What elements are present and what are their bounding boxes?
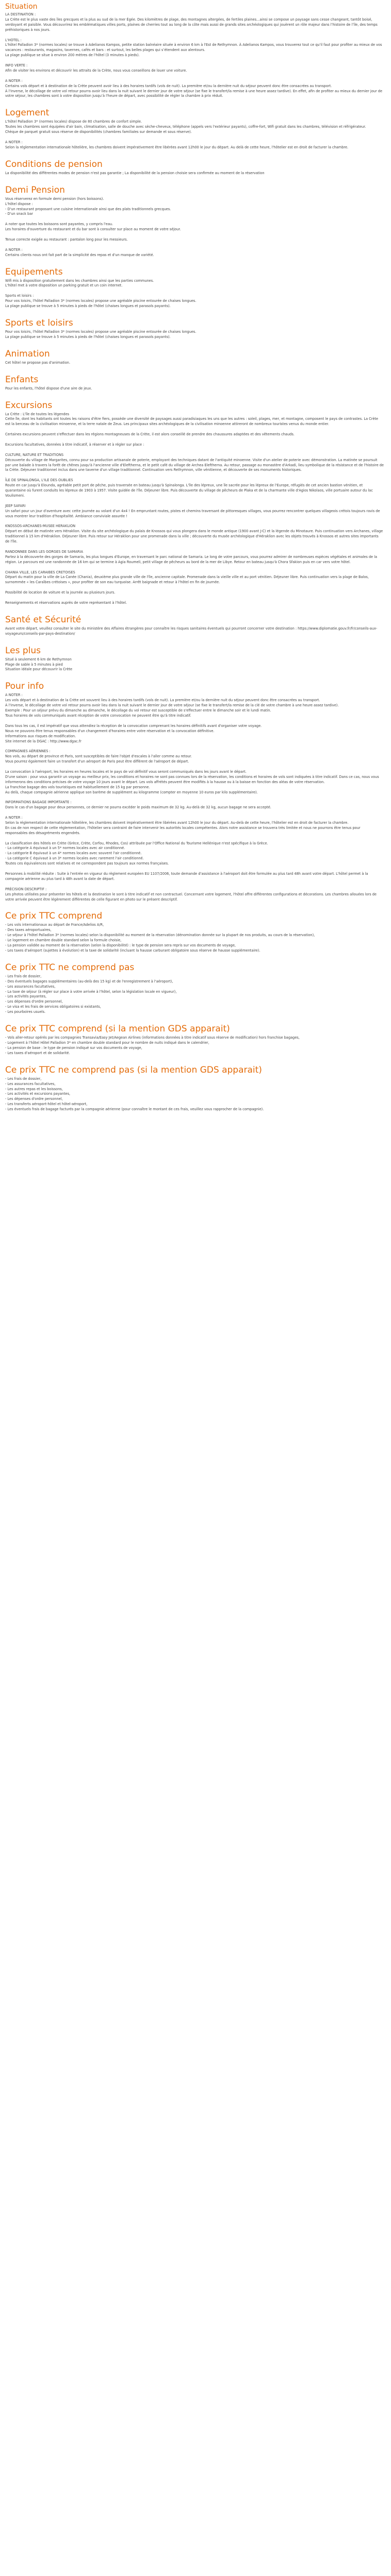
paragraph: L'hôtel Palladion 3* (normes locales) se trouve à Adelianos Kampos, petite station balnéaire située à environ 6 km à l'Est de Rethymnon. À Adelianos Kampos, vous trouverez tout ce qu'il faut pour profiter au mieux de vos vacances : restaurants, magasins, tavernes, cafés et bars : et surtout, les belles plages qui s’étendent aux alentours. [5,43,382,53]
paragraph: Site internet de la DGAC : http://www.dgac.fr [5,739,82,743]
section-title: Excursions [5,400,53,411]
section-ce-prix-ttc-ne-comprend-pas [5,962,384,1015]
section-gap [5,366,384,374]
paragraph: Les photos utilisées pour présenter les hôtels et la destination le sont à titre indicatif et non contractuel. Concernant votre logement, l'hôtel offre différentes configurations et décorations. Les chambres allouées lors de votre arrivée peuvent être légèrement différentes de celle figurant en photo sur le présent descriptif. [5,892,377,902]
paragraph: A NOTER : [5,693,23,698]
section-les-plus [5,645,384,673]
section-ce-prix-ttc-comprend [5,910,384,953]
paragraph: - Les éventuels frais de bagage facturés par la compagnie aérienne (pour connaître le montant de ces frais, veuillez vous rapprocher de la compagnie). [5,1107,264,1112]
paragraph: LA DESTINATION : [5,12,36,16]
paragraph: A NOTER : [5,247,23,252]
paragraph: Informations aux risques de modification. [5,734,76,738]
paragraph: Cette île, dont les habitants ont toutes les raisons d'être fiers, possède une diversité de paysages aussi paradisiaques les uns que les autres : soleil, plages, mer, et montagne, composent le pays de contrastes. La Crète est la berceau de la civilisation minoenne, et la terre natale de Zeus. Les principaux sites archéologiques de la civilisation minoenne attireront de nombreux touristes venus du monde entier. [5,417,379,427]
section-title: Sports et loisirs [5,317,73,328]
paragraph: Un safari pour un jour d'aventure avec cette journée au volant d'un 4x4 ! En empruntant routes, pistes et chemins traversant de pittoresques villages, vous pourrez rencontrer quelques villageois crétois toujours ravis de vous montrer leur tradition d'hospitalité. Ambiance conviviale assurée ! [5,509,380,518]
section-title: Ce prix TTC ne comprend pas [5,962,135,973]
paragraph-spacer [5,867,384,872]
paragraph: A NOTER : [5,816,23,820]
paragraph: JEEP SAFARI [5,503,26,508]
paragraph: La classification des hôtels en Crète (Grèce, Crète, Corfou, Rhodes, Cos) attribuée par l'Office National du Tourisme Hellénique n'est spécifique à la Grèce. [5,841,268,845]
paragraph-spacer [5,810,384,816]
paragraph-spacer [5,33,384,38]
paragraph: Les horaires d'ouverture du restaurant et du bar sont à consulter sur place au moment de votre séjour. [5,227,181,232]
section-title: Santé et Sécurité [5,614,82,625]
section-title: Demi Pension [5,184,65,195]
paragraph: COMPAGNIES AÉRIENNES : [5,749,51,754]
paragraph: La plage publique se trouve à 5 minutes à pieds de l'hôtel (chaises longues et parasols payants). [5,334,171,339]
paragraph: La disponibilité des différentes modes de pension n'est pas garantie ; La disponibilité de la pension choisie sera confirmée au moment de la réservation [5,171,265,175]
section-gap [5,954,384,962]
paragraph: CULTURE, NATURE ET TRADITIONS [5,452,64,457]
section-conditions-de-pension [5,159,384,176]
paragraph: - La taxe de séjour (à régler sur place à votre arrivée à l'hôtel, selon la législation locale en vigueur), [5,989,177,994]
paragraph-spacer [5,882,384,887]
paragraph: Certains vols départ et à destination de la Crète peuvent avoir lieu à des horaires tardifs (vols de nuit). La première et/ou la dernière nuit du séjour peuvent donc être consacrées au transport. [5,83,332,88]
paragraph: Cet hôtel ne propose pas d'animation. [5,360,71,365]
paragraph: - Les autres repas et les boissons, [5,1087,63,1091]
paragraph: La franchise bagage des vols touristiques est habituellement de 15 kg par personne. [5,785,150,789]
section-title: Logement [5,108,50,118]
paragraph: Exemple : Pour un séjour prévu du dimanche au dimanche, le décollage du vol retour est susceptible de s'effectuer entre le dimanche soir et le lundi matin. [5,708,271,713]
paragraph: Route en car jusqu'à Elounda, agréable petit port de pêche, puis traversée en bateau jusqu'à Spinalonga. L'île des lépreux, une île sacrée pour les lépreux de l'Europe, réfugiés de cet ancien bastion vénitien, et quarantaine où furent conduits les lépreux de 1903 à 1957. Visite guidée de l'île. Déjeuner libre. Puis découverte du village de pêcheurs de Plaka et de la charmante ville d'Agios Nikolaos, ville portuaire autour du lac Voulismeni. [5,483,373,498]
paragraph: Toutes les chambres sont équipées d'air bain, climatisation, salle de douche avec sèche-cheveux, téléphone (appels vers l'extérieur payants), coffre-fort, Wifi gratuit dans les chambres, télévision et réfrigérateur. [5,125,366,129]
paragraph: La plage publique se trouve à 5 minutes à pieds de l'hôtel (chaises longues et parasols payants). [5,304,171,309]
section-excursions [5,400,384,606]
paragraph: - Les vols internationaux au départ de France/Adelios A/R, [5,923,104,927]
paragraph: - Les frais de dossier, [5,1076,42,1081]
paragraph: - Le séjour à l'hôtel Palladion 3* (normes locales) selon la disponibilité au moment de la réservation (dénomination donnée sur la plupart de nos produits, au cours de la réservation), [5,933,315,938]
section-sante-et-securite [5,614,384,637]
paragraph: - Les dépenses d'ordre personnel, [5,999,63,1004]
paragraph-spacer [5,135,384,140]
section-title: Pour info [5,681,44,692]
paragraph: - Les activités et excursions payantes, [5,1092,71,1096]
section-gap [5,176,384,184]
section-gap [5,1112,384,1121]
paragraph-spacer [5,289,384,294]
section-gap [5,637,384,645]
section-pour-info [5,681,384,902]
paragraph: La convocation à l'aéroport, les horaires en heures locales et le pays de vol définitif vous seront communiqués dans les jours avant le départ. [5,769,247,774]
section-title: Ce prix TTC comprend [5,911,103,922]
paragraph: - Le logement en chambre double standard selon la formule choisie, [5,938,122,943]
paragraph-spacer [5,243,384,248]
paragraph-spacer [5,232,384,238]
paragraph: Situé à seulement 6 km de Rethymnon [5,657,72,662]
paragraph: INFO VERTE : [5,63,28,68]
paragraph: Découverte du village de Margarites, connu pour sa production artisanale de poterie, employant des techniques datant de l'antiquité minoenne. Visite d'un atelier de poterie avec démonstration. La matinée se poursuit par une balade à travers la forêt de chênes jusqu'à l'ancienne ville d'Eleftherna, et le petit café du village de Archea Eleftherna. Au retour, passage au monastère d'Arkadi, lieu symbolique de la résistance et de l'histoire de la Crète. Déjeuner traditionnel inclus dans une taverne d'un village traditionnel. Continuation vers Rethymnon, ville vénitienne, et découverte de ses monuments historiques. [5,457,384,472]
paragraph: Partez à la découverte des gorges de Samaria, les plus longues d'Europe, en traversant le parc national de Samaria. Le long de votre parcours, vous pourrez admirer de nombreuses espèces végétales et animales de la région. Le parcours est une randonnée de 16 km qui se termine à Agia Roumeli, petit village de pêcheurs au bord de la mer de Libye. Retour en bateau jusqu'à Chora Sfakion puis en car vers votre hôtel. [5,554,378,564]
paragraph-spacer [5,744,384,749]
paragraph: Dans le cas d'un bagage pour deux personnes, ce dernier ne pourra excéder le poids maximum de 32 kg. Au-delà de 32 kg, aucun bagage ne sera accepté. [5,805,271,810]
paragraph: Toutes ces équivalences sont relatives et ne correspondent pas toujours aux normes françaises. [5,861,169,866]
paragraph: PRÉCISION DESCRIPTIF : [5,887,47,891]
paragraph-spacer [5,545,384,550]
paragraph: La plage publique se situe à environ 200 mètres de l'hôtel (3 minutes à pieds). [5,53,140,58]
paragraph: Chèque de parquet gratuit sous réserve de disponibilités (chambres familiales sur demande et sous réserve). [5,130,192,134]
paragraph: D'une saison : pour vous garantir un voyage au meilleur prix, les conditions et horaires ne sont pas connues lors de la réservation, les conditions et horaires de vols sont indiquées à titre indicatif. Dans ce cas, nous vous informerons des conditions précises de votre voyage 10 jours avant le départ. Les vols affrétés peuvent être modifiés à la hausse ou à la baisse en fonction des aléas de votre réservation. [5,774,379,784]
paragraph: Renseignements et réservations auprès de votre représentant à l'hôtel. [5,600,127,605]
paragraph: - Le visa et les frais de services obligatoires si existants, [5,1005,101,1009]
paragraph: - Les activités payantes, [5,994,47,999]
paragraph-spacer [5,499,384,504]
paragraph: Pour vos loisirs, l'hôtel Palladion 3* (normes locales) propose une agréable piscine entourée de chaises longues. [5,299,197,303]
paragraph: - Les pourboires usuels. [5,1010,46,1014]
paragraph: Possibilité de location de voiture et la journée au plusieurs jours. [5,590,116,595]
paragraph-spacer [5,58,384,63]
section-ce-prix-ttc-comprend-si-la-mention-gds-apparait [5,1023,384,1056]
paragraph-spacer [5,719,384,724]
paragraph: À l'inverse, le décollage de votre vol retour pourra avoir lieu dans la nuit suivant le dernier jour de votre séjour (se fixe le transfert/la remise de la clé de votre chambre à une heure assez tardive). [5,703,339,708]
section-gap [5,672,384,681]
paragraph: Vous réserverez en formule demi pension (hors boissons). [5,196,104,201]
paragraph: Afin de visiter les environs et découvrir les attraits de la Crète, nous vous conseillons de louer une voiture. [5,68,187,73]
paragraph: - Les frais de dossier, [5,974,42,978]
section-ce-prix-ttc-ne-comprend-pas-si-la-mention-gds-apparait [5,1064,384,1112]
paragraph: CHANIA VILLE, LES CARAIBES CRETOISES [5,570,75,574]
paragraph: ÎLE DE SPINALONGA, L'ILE DES OUBLIES [5,478,73,483]
paragraph: Dans tous les cas, il est impératif que vous attendiez la réception de la convocation comprenant les horaires définitifs avant d'organiser votre voyage. [5,723,262,728]
paragraph: - D'un snack bar [5,212,33,216]
paragraph: Tenue correcte exigée au restaurant : pantalon long pour les messieurs. [5,237,128,242]
section-title: Ce prix TTC comprend (si la mention GDS apparait) [5,1024,230,1035]
paragraph-spacer [5,585,384,590]
section-title: Animation [5,348,50,359]
paragraph: Tous horaires de vols communiqués avant réception de votre convocation ne peuvent être qu'à titre indicatif. [5,714,191,718]
paragraph: - La catégorie C équivaut à un 3* normes locales avec rarement l'air conditionné. [5,856,144,861]
section-logement [5,107,384,150]
section-sports-et-loisirs [5,317,384,340]
section-equipements [5,266,384,309]
paragraph: - La pension validée au moment de la réservation (selon la disponibilité) : le type de pension sera repris sur vos documents de voyage, [5,943,236,948]
paragraph: Situation idéale pour découvrir la Crète [5,667,73,672]
paragraph: - Les assurances facultatives, [5,984,56,989]
paragraph: L'hôtel met à votre disposition un parking gratuit et un coin internet. [5,283,123,288]
section-gap [5,902,384,910]
paragraph: Les vols départ et à destination de la Crète ont souvent lieu à des horaires tardifs (vols de nuit). La première et/ou la dernière nuit du séjour peuvent donc être consacrées au transport. [5,698,320,703]
paragraph-spacer [5,795,384,800]
paragraph: Excursions facultatives, données à titre indicatif, à réserver et à régler sur place : [5,442,144,447]
paragraph: Avant votre départ, veuillez consulter le site du ministère des Affaires étrangères pour connaître les risques sanitaires éventuels qui pourront concerner votre destination : https://www.diplomatie.gouv.fr/fr/conseils-aux-voyageurs/conseils-par-pays-destination/ [5,626,378,636]
paragraph: Départ en début de matinée vers Héraklion. Visite du site archéologique du palais de Knossos qui vous plongera dans le monde antique (1900 avant J-C) et la légende du Minotaure. Puis continuation vers Archanes, village traditionnel à 15 km d'Héraklion. Déjeuner libre. Puis retour sur Héraklion pour une promenade dans la ville ; découverte du musée archéologique d'Héraklion avec les objets trouvés à Knossos et autres sites importants de l'île. [5,529,383,544]
section-situation [5,2,384,99]
paragraph: Selon la réglementation internationale hôtelière, les chambres doivent impérativement être libérées avant 12h00 le jour du départ. Au-delà de cette heure, l'hôtelier est en droit de facturer la chambre. [5,820,349,825]
paragraph-spacer [5,836,384,841]
paragraph: Pour les enfants, l'hôtel dispose d'une aire de jeux. [5,386,92,391]
paragraph: Certaines excursions peuvent s'effectuer dans les régions montagneuses de la Crète, il est alors conseillé de prendre des chaussures adaptées et des vêtements chauds. [5,432,295,437]
paragraph: - D'un restaurant proposant une cuisine internationale ainsi que des plats traditionnels grecques. [5,207,171,211]
section-demi-pension [5,184,384,258]
section-title: Conditions de pension [5,159,103,170]
paragraph: La Crète : L'île de toutes les légendes [5,412,70,416]
section-gap [5,258,384,266]
paragraph: - La catégorie B équivaut à un 4* normes locales avec souvent l'air conditionné. [5,851,142,856]
paragraph: Nous ne pouvons être tenus responsables d'un changement d'horaires entre votre réservation et la convocation définitive. [5,728,215,733]
paragraph: A NOTER : [5,140,23,144]
section-title: Ce prix TTC ne comprend pas (si la mention GDS apparait) [5,1064,262,1075]
paragraph: - Les taxes d'aéroport et de solidarité. [5,1050,70,1055]
section-gap [5,309,384,317]
paragraph: - Les assurances facultatives, [5,1081,56,1086]
paragraph: Selon la réglementation internationale hôtelière, les chambres doivent impérativement être libérées avant 12h00 le jour du départ. Au delà de cette heure, l'hôtelier est en droit de facturer la chambre. [5,145,349,149]
section-animation [5,348,384,366]
paragraph: Départ du matin pour la ville de La Canée (Chania), deuxième plus grande ville de l'île, ancienne capitale. Promenade dans la vieille ville et au port vénitien. Déjeuner libre. Puis continuation vers la plage de Balos, surnommée « les Caraïbes crétoises », pour profiter de son eau turquoise. Arrêt baignade et retour à l'hôtel en fin de journée. [5,575,369,585]
paragraph-spacer [5,473,384,478]
paragraph: L'hôtel dispose : [5,201,33,206]
paragraph: - La catégorie A équivaut à un 5* normes locales avec air conditionné. [5,846,125,851]
paragraph: Plage de sable à 5 minutes à pied [5,662,63,667]
paragraph: Nos vols, au départ de province et Paris, sont susceptibles de faire l'objet d'escales à l'aller comme au retour. [5,754,192,759]
paragraph-spacer [5,427,384,432]
paragraph: - Logement à l'hôtel Hôtel Palladion 3* en chambre double standard pour le nombre de nuits indiqué dans le calendrier, [5,1041,209,1045]
paragraph-spacer [5,217,384,222]
paragraph: Sports et loisirs : [5,294,34,298]
paragraph: - Les transferts aéroport-hôtel et hôtel-aéroport, [5,1102,88,1107]
paragraph: La Crète est le plus vaste des îles grecques et la plus au sud de la mer Égée. Des kilomètres de plage, des montagnes altergées, de fertiles plaines...ainsi se compose un paysage sans cesse changeant, tantôt boisé, verdoyant et paisible. Vous découvrirez les emblématiques villes ports, plaines de cherries tout au long de la côte mais aussi de grands sites archéologiques qui jouèrent un rôle majeur dans l’histoire de l’île, des temps préhistoriques à nos jours. [5,17,378,32]
paragraph: Vous pourrez également faire un transfert d'un aéroport de Paris peut être différent de l'aéroport de départ. [5,759,189,764]
section-gap [5,606,384,614]
paragraph: En cas de non respect de cette réglementation, l'hôtelier sera contraint de faire intervenir les autorités locales compétentes. Alors notre assistance se trouvera très limitée et nous ne pourrons être tenus pour responsables des désagréments engendrés. [5,825,361,835]
section-title: Les plus [5,645,41,656]
section-gap [5,99,384,107]
paragraph: - Vols aller-retour opérés par les compagnies Transavia/Easy Jet/Aegean Airlines (informations données à titre indicatif sous réserve de modification) hors franchise bagages, [5,1036,300,1040]
paragraph: A NOTER : [5,78,23,83]
paragraph: - Les dépenses d'ordre personnel, [5,1097,63,1101]
section-gap [5,150,384,159]
section-gap [5,1056,384,1064]
section-title: Situation [5,3,38,11]
paragraph: - La pension de base : le type de pension indiqué sur vos documents de voyage, [5,1045,142,1050]
section-gap [5,1015,384,1023]
paragraph-spacer [5,565,384,570]
paragraph: INFORMATIONS BAGAGE IMPORTANTE : [5,800,72,805]
paragraph: L'HOTEL : [5,38,22,42]
paragraph: Pour vos loisirs, l'hôtel Palladion 3* (normes locales) propose une agréable piscine entourée de chaises longues. [5,329,197,334]
paragraph: Certains clients nous ont fait part de la simplicité des repas et d'un manque de variété. [5,252,154,257]
paragraph: RANDONNEE DANS LES GORGES DE SAMARIA [5,549,83,554]
paragraph: KNOSSOS-ARCHANES-MUSEE HERAKLION [5,524,76,529]
paragraph-spacer [5,519,384,524]
paragraph: - Des taxes aéroportuaires, [5,928,52,933]
section-gap [5,340,384,348]
paragraph: - Les taxes d'aéroport (sujettes à évolution) et la taxe de solidarité (incluant la hausse carburant obligatoire sous réserve de hausse supplémentaire). [5,948,260,953]
paragraph: Personnes à mobilité réduite : Suite à l'entrée en vigueur du règlement européen EU 1107/2006, toute demande d'assistance à l'aéroport doit être formulée au plus tard 48h avant votre départ. L'hôtel permet à la compagnie aérienne au plus tard à 48h avant la date de départ. [5,871,368,881]
section-enfants [5,374,384,392]
paragraph-spacer [5,437,384,443]
paragraph-spacer [5,765,384,770]
section-title: Equipements [5,266,63,277]
paragraph: À l'inverse, le décollage de votre vol retour pourra avoir lieu dans la nuit suivant le dernier jour de votre séjour (se fixe le transfert/la remise à une heure assez tardive). En effet, afin de profiter au mieux du dernier jour de votre séjour, les chambres sont à votre disposition jusqu’à l'heure de départ, avec possibilité de régler la chambre à prix réduit. [5,89,383,98]
section-gap [5,392,384,400]
paragraph: - Des éventuels bagages supplémentaires (au-delà des 15 kg) et de l'enregistrement à l'aéroport), [5,979,173,984]
paragraph-spacer [5,596,384,601]
paragraph: L'hôtel Palladion 3* (normes locales) dispose de 80 chambres de confort simple. [5,120,142,124]
paragraph: Au delà, chaque compagnie aérienne applique son barème de supplément au kilogramme (compter en moyenne 10 euros par kilo supplémentaire). [5,790,258,794]
paragraph-spacer [5,74,384,79]
paragraph-spacer [5,448,384,453]
paragraph: Wifi mis à disposition gratuitement dans les chambres ainsi que les parties communes. [5,278,154,283]
paragraph: A noter que toutes les boissons sont payantes, y compris l'eau. [5,222,113,227]
section-title: Enfants [5,374,39,385]
